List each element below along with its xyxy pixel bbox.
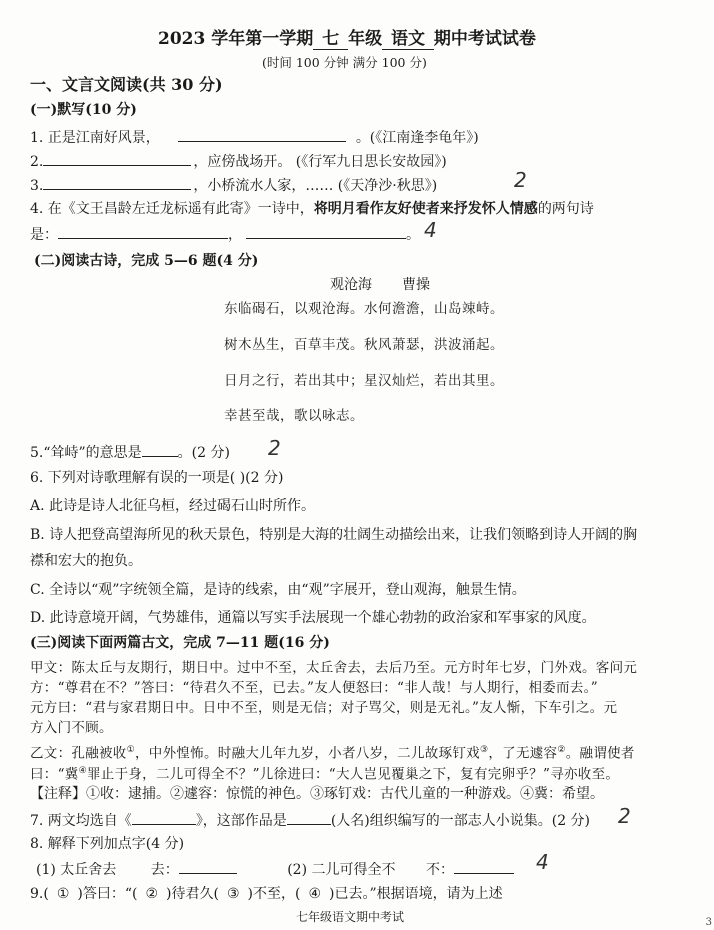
sec2-heading: (二)阅读古诗，完成 5—6 题(4 分) — [34, 253, 259, 269]
exam-title: 2023 学年第一学期 七 年级 语文 期中考试试卷 — [158, 29, 536, 49]
q8b-answer-blank[interactable] — [454, 859, 514, 874]
option-b-line2: 襟和宏大的抱负。 — [30, 553, 142, 569]
question-9: 9.( ① )答曰：“( ② )待君久( ③ )不至，( ④ )已去。”根据语境，请为上述 — [30, 886, 503, 902]
sec1-heading: (一)默写(10 分) — [30, 102, 137, 118]
score-mark-q3: 2 — [514, 168, 527, 192]
q4-answer-blank-1[interactable] — [58, 224, 228, 239]
part1-heading: 一、文言文阅读(共 30 分) — [30, 75, 223, 94]
q1-answer-blank[interactable] — [178, 127, 346, 142]
option-b-line1: B. 诗人把登高望海所见的秋天景色，特别是大海的壮阔生动描绘出来，让我们领略到诗人开阔的胸 — [30, 527, 638, 543]
page-footer: 七年级语文期中考试 — [296, 910, 405, 924]
score-mark-q5: 2 — [268, 436, 281, 460]
jia-text-line-1: 甲文：陈太丘与友期行，期日中。过中不至，太丘舍去，去后乃至。元方时年七岁，门外戏。客问元 — [30, 660, 638, 676]
question-3: 3. ，小桥流水人家，…… (《天净沙·秋思》) — [30, 175, 437, 195]
question-8: 8. 解释下列加点字(4 分) — [30, 836, 185, 852]
score-mark-q7: 2 — [618, 804, 631, 828]
yi-text-line-1: 乙文：孔融被收①，中外惶怖。时融大儿年九岁，小者八岁，二儿故琢钉戏③，了无遽容②。融谓使者 — [30, 745, 635, 762]
question-7: 7. 两文均选自《 》，这部作品是 (人名)组织编写的一部志人小说集。(2 分) — [30, 810, 590, 830]
option-d: D. 此诗意境开阔，气势雄伟，通篇以写实手法展现一个雄心勃勃的政治家和军事家的风度。 — [30, 610, 596, 626]
poem-header — [330, 276, 430, 294]
poem-title: 观沧海 — [330, 277, 372, 293]
question-5: 5.“耸峙”的意思是 。(2 分) — [30, 442, 230, 462]
q2-answer-blank[interactable] — [43, 151, 191, 166]
option-c: C. 全诗以“观”字统领全篇，是诗的线索，由“观”字展开，登山观海，触景生情。 — [30, 582, 526, 598]
q8b-phrase: 二儿可得全不 — [311, 862, 396, 878]
subject-field: 语文 — [382, 29, 434, 50]
question-6: 6. 下列对诗歌理解有误的一项是( )(2 分) — [30, 470, 284, 486]
jia-text-line-4: 方入门不顾。 — [30, 720, 113, 736]
q7-answer-blank-2[interactable] — [287, 810, 331, 825]
option-a: A. 此诗是诗人北征乌桓，经过碣石山时所作。 — [30, 498, 316, 514]
q8a-phrase: 太丘舍去 — [60, 862, 117, 878]
question-1: 1. 正是江南好风景， 。(《江南逢李龟年》) — [30, 127, 479, 147]
question-4-line2: 是： ， 。 — [30, 224, 420, 244]
q7-answer-blank-1[interactable] — [132, 810, 196, 825]
grade-field: 七 — [313, 29, 348, 50]
q8a-answer-blank[interactable] — [179, 859, 237, 874]
poem-line-2: 树木丛生，百草丰茂。秋风萧瑟，洪波涌起。 — [224, 337, 504, 353]
question-2: 2. ，应傍战场开。 (《行军九日思长安故园》) — [30, 151, 447, 171]
poem-line-3: 日月之行，若出其中；星汉灿烂，若出其里。 — [224, 373, 504, 389]
q5-answer-blank[interactable] — [142, 442, 178, 457]
q3-answer-blank[interactable] — [43, 175, 191, 190]
exam-subtitle: (时间 100 分钟 满分 100 分) — [262, 55, 427, 70]
question-8-items: (1) 太丘舍去 去： (2) 二儿可得全不 不： — [36, 859, 514, 879]
score-mark-q8: 4 — [536, 850, 549, 874]
yi-text-line-2: 曰：“冀④罪止于身，二儿可得全不？”儿徐进曰：“大人岂见覆巢之下，复有完卵乎？”寻亦收至。 — [30, 766, 620, 783]
jia-text-line-2: 方：“尊君在不？”答曰：“待君久不至，已去。”友人便怒曰：“非人哉！与人期行，相委而去。” — [30, 680, 598, 696]
annotation-note: 【注释】①收：逮捕。②遽容：惊慌的神色。③琢钉戏：古代儿童的一种游戏。④冀：希望。 — [30, 786, 604, 802]
score-mark-q4: 4 — [424, 218, 437, 242]
page-edge-number: 3 — [705, 917, 712, 928]
jia-text-line-3: 元方曰：“君与家君期日中。日中不至，则是无信；对子骂父，则是无礼。”友人惭，下车引之。元 — [30, 700, 618, 716]
poem-author: 曹操 — [402, 277, 430, 293]
q4-answer-blank-2[interactable] — [246, 224, 406, 239]
sec3-heading: (三)阅读下面两篇古文，完成 7—11 题(16 分) — [30, 635, 330, 651]
question-4-line1: 4. 在《文王昌龄左迁龙标遥有此寄》一诗中，将明月看作友好使者来抒发怀人情感的两句诗 — [30, 201, 594, 217]
poem-line-1: 东临碣石，以观沧海。水何澹澹，山岛竦峙。 — [224, 301, 504, 317]
poem-line-4: 幸甚至哉，歌以咏志。 — [224, 408, 364, 424]
